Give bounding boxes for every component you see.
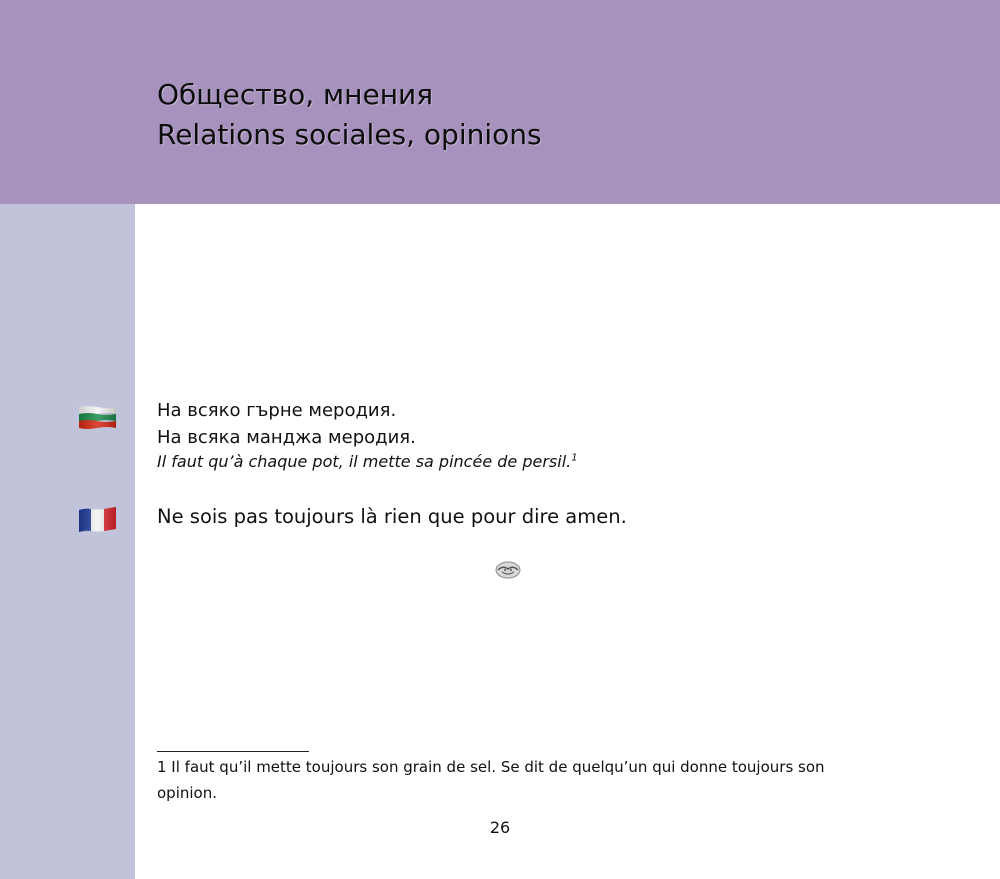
page-header — [0, 0, 1000, 204]
left-margin-band — [0, 204, 135, 879]
translation-text: Il faut qu’à chaque pot, il mette sa pincée de persil. — [157, 452, 572, 471]
proverb-bulgarian-line-2: На всяка манджа меродия. — [157, 427, 416, 448]
handshake-icon — [493, 558, 523, 582]
page-number: 26 — [489, 818, 511, 837]
footnote-text: 1 Il faut qu’il mette toujours son grain de sel. Se dit de quelqu’un qui donne toujours son opinion. — [157, 758, 825, 802]
footnote-reference: 1 — [571, 452, 578, 464]
proverb-bulgarian-line-1: На всяко гърне меродия. — [157, 400, 397, 421]
proverb-french-equivalent: Ne sois pas toujours là rien que pour dire amen. — [157, 505, 627, 528]
footnote-separator — [157, 751, 309, 752]
chapter-title-french: Relations sociales, opinions — [157, 118, 542, 151]
bulgaria-flag-icon — [79, 405, 116, 430]
proverb-literal-translation — [157, 452, 578, 471]
chapter-title-bulgarian: Общество, мнения — [157, 78, 434, 111]
france-flag-icon — [79, 507, 116, 532]
